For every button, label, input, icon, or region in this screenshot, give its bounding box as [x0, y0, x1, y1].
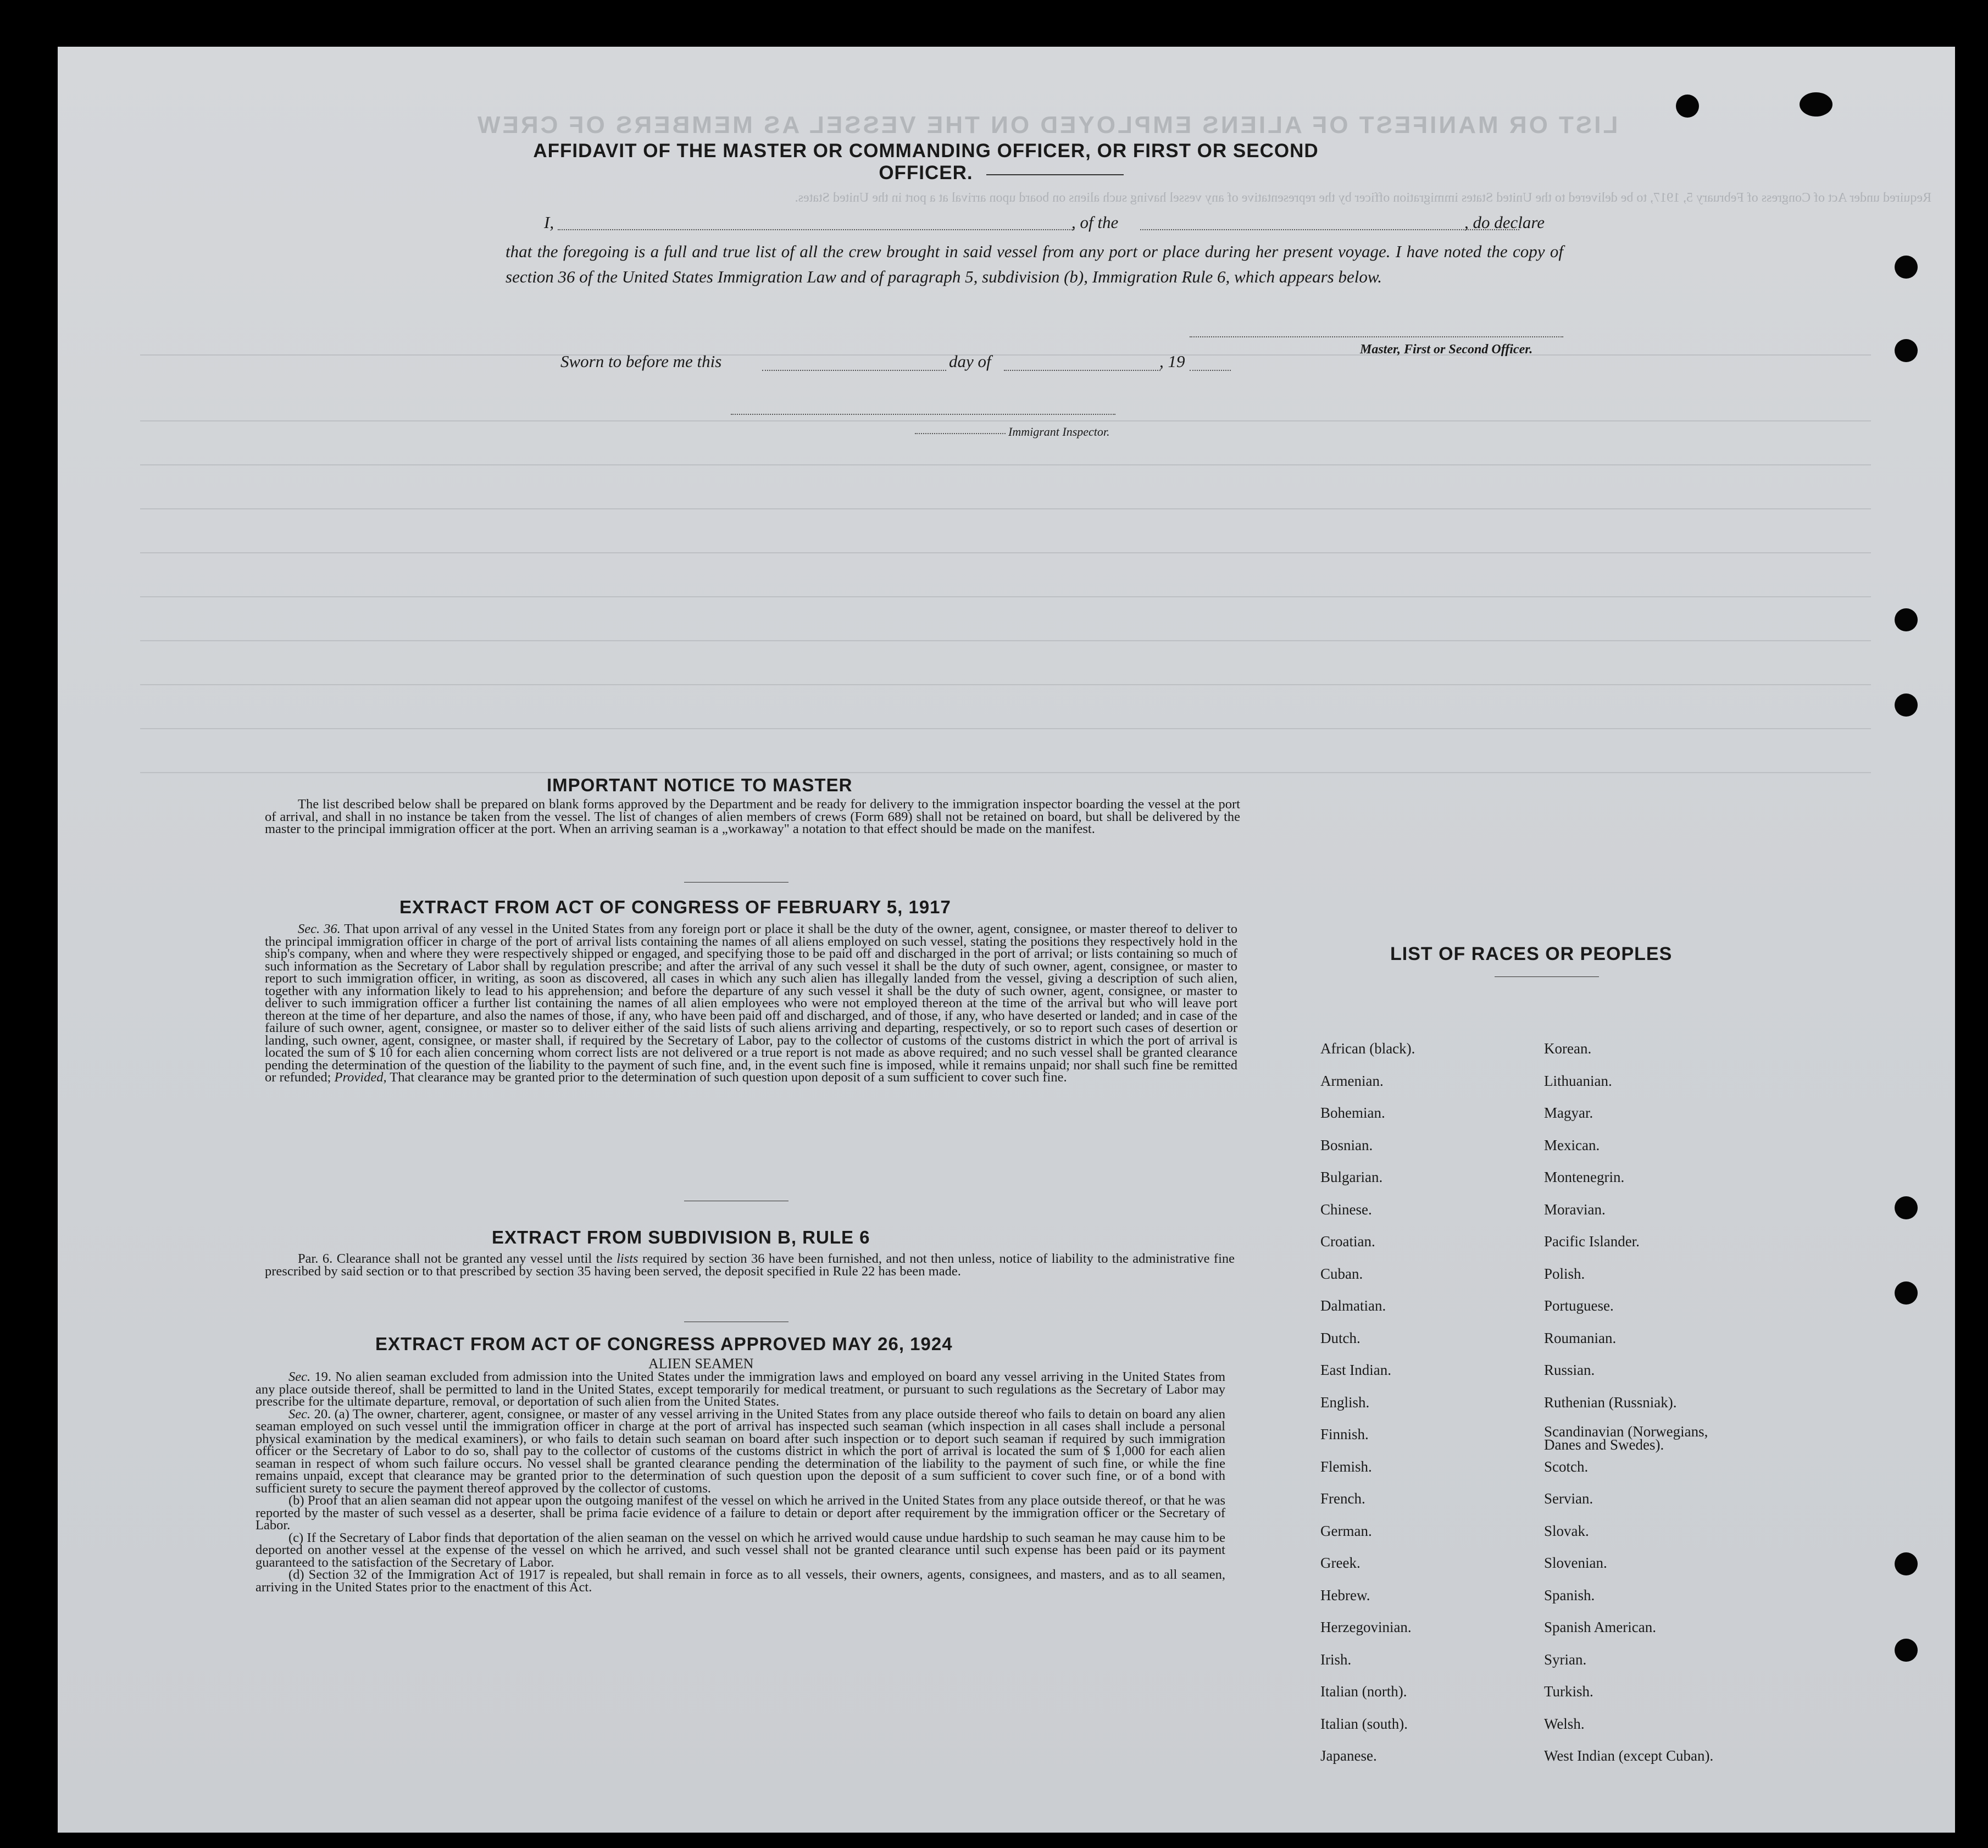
rule6-lists: lists	[617, 1251, 638, 1266]
year-label: , 19	[1159, 352, 1185, 371]
race-item: Croatian.	[1320, 1233, 1375, 1250]
sec19-paragraph	[256, 1371, 1225, 1408]
sec36-body: That upon arrival of any vessel in the United States from any foreign port or place it shall be the duty of the owner, agent, consignee, or master thereof to deliver to the principal immigration officer in charge of the port of arrival lists containing the names of all aliens employed on such vessel, stating the positions they respectively hold in the ship's company, when and where they were respectively shipped or engaged, and specifying those to be paid off and discharged in the port of arrival; or lists containing so much of such information as the Secretary of Labor shall by regulation prescribe; and after the arrival of any such vessel it shall be the duty of such owner, agent, consignee, or master to report to such immigration officer, in writing, as soon as discovered, all cases in which any such alien has illegally landed from the vessel, giving a description of such alien, together with any information likely to lead to his apprehension; and before the departure of any such vessel it shall be the duty of such owner, agent, consignee, or master to deliver to such immigration officer a further list containing the names of all alien employees who were not employed thereon at the time of the arrival but who will leave port thereon at the time of her departure, and also the names of those, if any, who have been paid off and discharged, and of those, if any, who have deserted or landed; and in case of the failure of such owner, agent, consignee, or master so to deliver either of the said lists of such aliens arriving and departing, respectively, or so to report such cases of desertion or landing, such owner, agent, consignee, or master shall, if required by the Secretary of Labor, pay to the collector of customs of the customs district in which the port of arrival is located the sum of $ 10 for each alien concerning whom correct lists are not delivered or a true report is not made as above required; and no such vessel shall be granted clearance pending the determination of the question of the liability to the payment of such fine, and, in the event such fine is imposed, while it remains unpaid; nor shall such fine be remitted or refunded;	[265, 922, 1238, 1085]
affidavit-body: that the foregoing is a full and true list of all the crew brought in said vessel from any port or place during her present voyage. I have noted the copy of section 36 of the United States Immigration Law and of paragraph 5, subdivision (b), Immigration Rule 6, which appears below.	[506, 242, 1563, 286]
race-item: Magyar.	[1544, 1105, 1593, 1121]
race-item: Mexican.	[1544, 1136, 1600, 1153]
punch-hole	[1676, 95, 1699, 118]
rule6-text	[265, 1253, 1235, 1278]
race-item: Servian.	[1544, 1490, 1593, 1507]
rule6-paragraph	[265, 1253, 1235, 1278]
race-item: Scotch.	[1544, 1458, 1589, 1475]
sec36-end: That clearance may be granted prior to the determination of such question upon deposit of a sum sufficient to cover such fine.	[390, 1070, 1067, 1085]
race-item: Cuban.	[1320, 1265, 1363, 1282]
punch-hole	[1800, 92, 1832, 116]
extract-1924-title: EXTRACT FROM ACT OF CONGRESS APPROVED MAY 26, 1924	[375, 1334, 953, 1354]
punch-hole	[1895, 339, 1918, 362]
sec20a-body: 20. (a) The owner, charterer, agent, consignee, or master of any vessel arriving in the United States from any place outside thereof who fails to detain on board any alien seaman employed on such vessel until the immigration officer in charge at the port of arrival has inspected such seaman (which inspection in all cases shall include a personal physical examination by the medical examiners), or who fails to detain such seaman on board after such inspection or to deport such seaman if required by such immigration officer or the Secretary of Labor to do so, shall pay to the collector of customs of the customs district in which the port of arrival is located the sum of $ 1,000 for each alien seaman in respect of whom such failure occurs. No vessel shall be granted clearance pending the determination of the liability to the payment of such fine, or while the fine remains unpaid, except that clearance may be granted prior to the determination of such question upon the deposit of a sum sufficient to cover such fine, or of a bond with sufficient surety to secure the payment thereof approved by the collector of customs.	[256, 1406, 1225, 1496]
sec20b-paragraph: (b) Proof that an alien seaman did not appear upon the outgoing manifest of the vessel on which he arrived in the United States from any place outside thereof, or that he was reported by the master of such vessel as a deserter, shall be prima facie evidence of a failure to detain or deport after requirement by the immigration officer or the Secretary of Labor.	[256, 1493, 1225, 1533]
inspector-label: Immigrant Inspector.	[1008, 425, 1110, 439]
master-signature-label: Master, First or Second Officer.	[1360, 342, 1533, 357]
race-item: Roumanian.	[1544, 1329, 1617, 1346]
bleed-through-rule	[140, 464, 1871, 465]
sworn-year-field[interactable]	[1190, 370, 1231, 371]
race-item: Moravian.	[1544, 1201, 1606, 1218]
punch-hole	[1895, 1196, 1918, 1219]
extract-1917-text	[265, 923, 1237, 1084]
section-divider	[684, 882, 788, 883]
race-item: English.	[1320, 1394, 1370, 1411]
sec36-label: Sec. 36.	[298, 922, 341, 936]
bleed-through-title: LIST OR MANIFEST OF ALIENS EMPLOYED ON THE VESSEL AS MEMBERS OF CREW	[475, 112, 1618, 138]
sworn-month-field[interactable]	[1004, 370, 1160, 371]
affidavit-vessel-field[interactable]	[1140, 229, 1519, 230]
notice-title: IMPORTANT NOTICE TO MASTER	[547, 775, 853, 795]
inspector-signature-field[interactable]	[731, 414, 1115, 415]
races-divider	[1495, 976, 1599, 977]
bleed-through-subtitle: Required under Act of Congress of February 5, 1917, to be delivered to the United States immigration officer by the representative of any vessel having such aliens on board upon arrival at a port in the United States.	[795, 191, 1931, 205]
race-item: Bulgarian.	[1320, 1169, 1383, 1185]
race-item: Irish.	[1320, 1651, 1352, 1668]
punch-hole	[1895, 693, 1918, 717]
provided-label: Provided,	[334, 1070, 387, 1085]
race-item: Dutch.	[1320, 1329, 1360, 1346]
race-item: Finnish.	[1320, 1426, 1369, 1442]
sec20d-paragraph: (d) Section 32 of the Immigration Act of 1917 is repealed, but shall remain in force as to all vessels, their owners, agents, consignees, and masters, and as to all seamen, arriving in the United States prior to the enactment of this Act.	[256, 1567, 1225, 1595]
affidavit-name-field[interactable]	[558, 229, 1074, 230]
races-title: LIST OF RACES OR PEOPLES	[1390, 944, 1673, 964]
punch-hole	[1895, 1639, 1918, 1662]
punch-hole	[1895, 608, 1918, 631]
affidavit-title: AFFIDAVIT OF THE MASTER OR COMMANDING OFFICER, OR FIRST OR SECOND OFFICER.	[533, 140, 1319, 184]
bleed-through-rule	[140, 596, 1871, 597]
extract-1924-subtitle: ALIEN SEAMEN	[648, 1356, 754, 1372]
race-item: Italian (south).	[1320, 1715, 1408, 1732]
notice-text	[265, 798, 1240, 836]
bleed-through-rule	[140, 772, 1871, 773]
sec20-label: Sec.	[288, 1406, 311, 1422]
sec20a-paragraph	[256, 1408, 1225, 1495]
race-item: Slovenian.	[1544, 1555, 1607, 1571]
rule6-part-b: required by section 36 have been furnished, and not then unless, notice of liability to the administrative fine prescribed by said section or to that prescribed by section 35 having been served, the deposit specified in Rule 22 has been made.	[265, 1251, 1235, 1279]
sec19-body: 19. No alien seaman excluded from admission into the United States under the immigration laws and employed on board any vessel arriving in the United States from any place outside thereof, shall be permitted to land in the United States, except temporarily for medical treatment, or pursuant to such regulations as the Secretary of Labor may prescribe for the ultimate departure, removal, or deportation of such alien from the United States.	[256, 1369, 1226, 1409]
master-signature-field[interactable]	[1190, 336, 1563, 337]
day-of-label: day of	[949, 352, 991, 371]
race-item: Hebrew.	[1320, 1586, 1370, 1603]
race-item: Spanish.	[1544, 1586, 1595, 1603]
race-item: Bohemian.	[1320, 1105, 1385, 1121]
race-item: Russian.	[1544, 1362, 1595, 1378]
race-item: Greek.	[1320, 1555, 1360, 1571]
bleed-through-rule	[140, 640, 1871, 641]
sec19-label: Sec.	[288, 1369, 311, 1384]
sec20c-paragraph: (c) If the Secretary of Labor finds that deportation of the alien seaman on the vessel on which he arrived would cause undue hardship to such seaman he may cause him to be deported on another vessel at the expense of the vessel on which he arrived, and such vessel shall not be granted clearance until such expense has been paid or its payment guaranteed to the satisfaction of the Secretary of Labor.	[256, 1530, 1225, 1570]
race-item: Montenegrin.	[1544, 1169, 1625, 1185]
bleed-through-rule	[140, 552, 1871, 553]
race-item: Welsh.	[1544, 1715, 1585, 1732]
bleed-through-rule	[140, 728, 1871, 729]
sworn-day-field[interactable]	[762, 370, 946, 371]
race-item: Turkish.	[1544, 1683, 1593, 1700]
race-item: French.	[1320, 1490, 1365, 1507]
race-item: Flemish.	[1320, 1458, 1372, 1475]
race-item: Italian (north).	[1320, 1683, 1407, 1700]
sec36-paragraph	[265, 923, 1237, 1084]
extract-1924-text	[256, 1371, 1225, 1594]
punch-hole	[1895, 1281, 1918, 1305]
punch-hole	[1895, 1552, 1918, 1575]
race-item: Korean.	[1544, 1040, 1592, 1057]
race-item: Bosnian.	[1320, 1136, 1373, 1153]
extract-1917-title: EXTRACT FROM ACT OF CONGRESS OF FEBRUARY 5, 1917	[399, 897, 951, 917]
rule6-part-a: Par. 6. Clearance shall not be granted any vessel until the	[298, 1251, 613, 1266]
notice-paragraph: The list described below shall be prepared on blank forms approved by the Department and be ready for delivery to the immigration inspector boarding the vessel at the port of arrival, and shall in no instance be taken from the vessel. The list of changes of alien members of crews (Form 689) shall not be retained on board, but shall be delivered by the master to the principal immigration officer at the port. When an arriving seaman is a „workaway" a notation to that effect should be made on the manifest.	[265, 797, 1240, 836]
race-item: African (black).	[1320, 1040, 1415, 1057]
race-item: German.	[1320, 1522, 1372, 1539]
race-item: Scandinavian (Norwegians, Danes and Swedes).	[1544, 1423, 1708, 1453]
affidavit-declare-label: , do declare	[1464, 213, 1545, 232]
race-item: Pacific Islander.	[1544, 1233, 1640, 1250]
race-item: Japanese.	[1320, 1747, 1377, 1764]
sworn-label: Sworn to before me this	[560, 352, 722, 371]
race-item: Portuguese.	[1544, 1297, 1614, 1314]
bleed-through-rule	[140, 420, 1871, 421]
race-item: Ruthenian (Russniak).	[1544, 1394, 1677, 1411]
race-item: Syrian.	[1544, 1651, 1587, 1668]
race-item: Lithuanian.	[1544, 1072, 1612, 1089]
affidavit-name-label: I,	[544, 213, 554, 232]
affidavit-of-the-label: , of the	[1071, 213, 1119, 232]
race-item: Polish.	[1544, 1265, 1585, 1282]
punch-hole	[1895, 256, 1918, 279]
inspector-signature-subfield[interactable]	[915, 433, 1006, 434]
document-page	[58, 47, 1955, 1833]
bleed-through-rule	[140, 508, 1871, 509]
affidavit-divider	[986, 174, 1124, 175]
race-item: Chinese.	[1320, 1201, 1372, 1218]
race-item: Herzegovinian.	[1320, 1619, 1412, 1635]
race-item: West Indian (except Cuban).	[1544, 1747, 1714, 1764]
bleed-through-rule	[140, 684, 1871, 685]
race-item: Slovak.	[1544, 1522, 1589, 1539]
rule6-title: EXTRACT FROM SUBDIVISION B, RULE 6	[492, 1227, 870, 1247]
race-item: Spanish American.	[1544, 1619, 1656, 1635]
race-item: Armenian.	[1320, 1072, 1384, 1089]
bleed-through-rule	[140, 354, 1871, 356]
race-item: Dalmatian.	[1320, 1297, 1386, 1314]
race-item: East Indian.	[1320, 1362, 1391, 1378]
